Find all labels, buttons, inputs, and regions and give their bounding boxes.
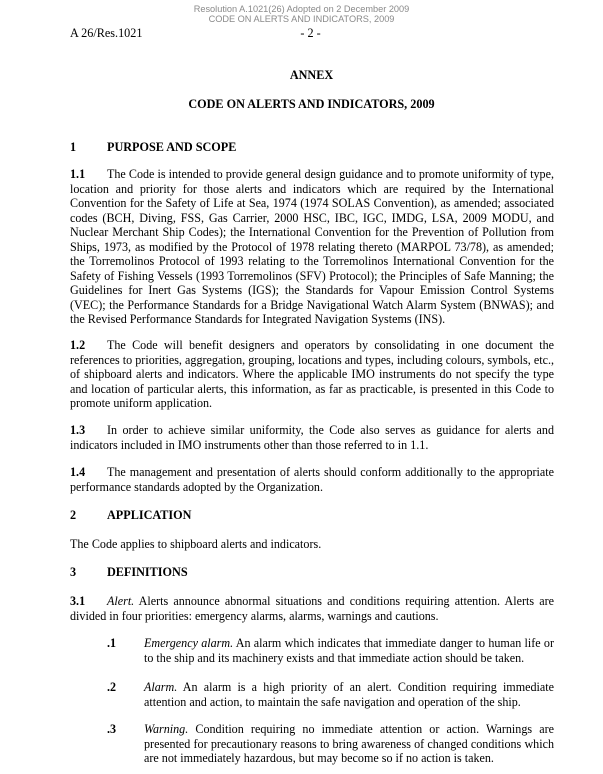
section-number: 2 [70, 508, 77, 522]
section-title: DEFINITIONS [107, 565, 188, 579]
paragraph-application: The Code applies to shipboard alerts and indicators. [70, 537, 322, 551]
paragraph-number: 1.4 [70, 465, 86, 479]
item-number: .1 [107, 636, 117, 650]
paragraph-text: In order to achieve similar uniformity, the Code also serves as guidance for alerts and indicators included in IMO instruments other than those referred to in 1.1. [70, 423, 554, 452]
definition-item-emergency-alarm [107, 636, 554, 665]
section-title: PURPOSE AND SCOPE [107, 140, 237, 154]
page-number: - 2 - [300, 26, 321, 40]
paragraph-text: The Code is intended to provide general design guidance and to promote uniformity of type, location and priority for those alerts and indicators which are required by the International Convention for the Safety of Life at Sea, 1974 (1974 SOLAS Convention), as amended; associated codes (BCH, Diving, FSS, Gas Carrier, 2000 HSC, IBC, IGC, IMDG, LSA, 2009 MODU, and Nuclear Merchant Ship Codes); the International Convention for the Prevention of Pollution from Ships, 1973, as modified by the Protocol of 1978 relating thereto (MARPOL 73/78), as amended; the Torremolinos Protocol of 1993 relating to the Torremolinos International Convention for the Safety of Fishing Vessels (1993 Torremolinos (SFV) Protocol); the Principles of Safe Manning; the Guidelines for Inert Gas Systems (IGS); the Standards for Vapour Emission Control Systems (VEC); the Performance Standards for a Bridge Navigational Watch Alarm System (BNWAS); and the Revised Performance Standards for Integrated Navigation Systems (INS). [70, 167, 554, 326]
definition-term: Emergency alarm. [144, 636, 234, 650]
definition-term: Warning. [144, 722, 189, 736]
section-heading-purpose-scope [70, 140, 236, 155]
paragraph-3-1 [70, 594, 554, 623]
definition-text: An alarm is a high priority of an alert. Condition requiring immediate attention and action, to maintain the safe navigation and operation of the ship. [144, 680, 554, 709]
document-watermark [0, 4, 603, 24]
annex-title: ANNEX [289, 68, 334, 82]
paragraph-text: Alerts announce abnormal situations and conditions requiring attention. Alerts are divided in four priorities: emergency alarms, alarms, warnings and cautions. [70, 594, 554, 623]
section-number: 3 [70, 565, 77, 579]
definition-term: Alert. [107, 594, 135, 608]
watermark-code-title: CODE ON ALERTS AND INDICATORS, 2009 [208, 14, 395, 24]
paragraph-1-4 [70, 465, 554, 494]
definition-text: An alarm which indicates that immediate danger to human life or to the ship and its machinery exists and that immediate action should be taken. [144, 636, 554, 665]
definition-text: Condition requiring no immediate attention or action. Warnings are presented for precautionary reasons to bring awareness of changed conditions which are not immediately hazardous, but may become so if no action is taken. [144, 722, 554, 765]
paragraph-1-2 [70, 338, 554, 411]
definition-item-warning [107, 722, 554, 766]
section-title: APPLICATION [107, 508, 192, 522]
definition-term: Alarm. [144, 680, 178, 694]
section-heading-definitions [70, 565, 188, 580]
code-title: CODE ON ALERTS AND INDICATORS, 2009 [188, 97, 435, 111]
paragraph-number: 1.3 [70, 423, 86, 437]
paragraph-number: 1.2 [70, 338, 86, 352]
section-number: 1 [70, 140, 77, 154]
paragraph-text: The management and presentation of alerts should conform additionally to the appropriate performance standards adopted by the Organization. [70, 465, 554, 494]
section-heading-application [70, 508, 191, 523]
paragraph-number: 1.1 [70, 167, 86, 181]
document-reference: A 26/Res.1021 [70, 26, 143, 40]
paragraph-text: The Code will benefit designers and operators by consolidating in one document the references to priorities, aggregation, grouping, locations and types, including colours, symbols, etc., of shipboard alerts and indicators. Where the applicable IMO instruments do not specify the type and location of particular alerts, this information, as far as practicable, is presented in this Code to promote uniform application. [70, 338, 554, 410]
definition-item-alarm [107, 680, 554, 709]
paragraph-number: 3.1 [70, 594, 86, 608]
watermark-resolution: Resolution A.1021(26) Adopted on 2 December 2009 [193, 4, 410, 14]
item-number: .3 [107, 722, 117, 736]
item-number: .2 [107, 680, 117, 694]
paragraph-1-3 [70, 423, 554, 452]
paragraph-1-1 [70, 167, 554, 327]
